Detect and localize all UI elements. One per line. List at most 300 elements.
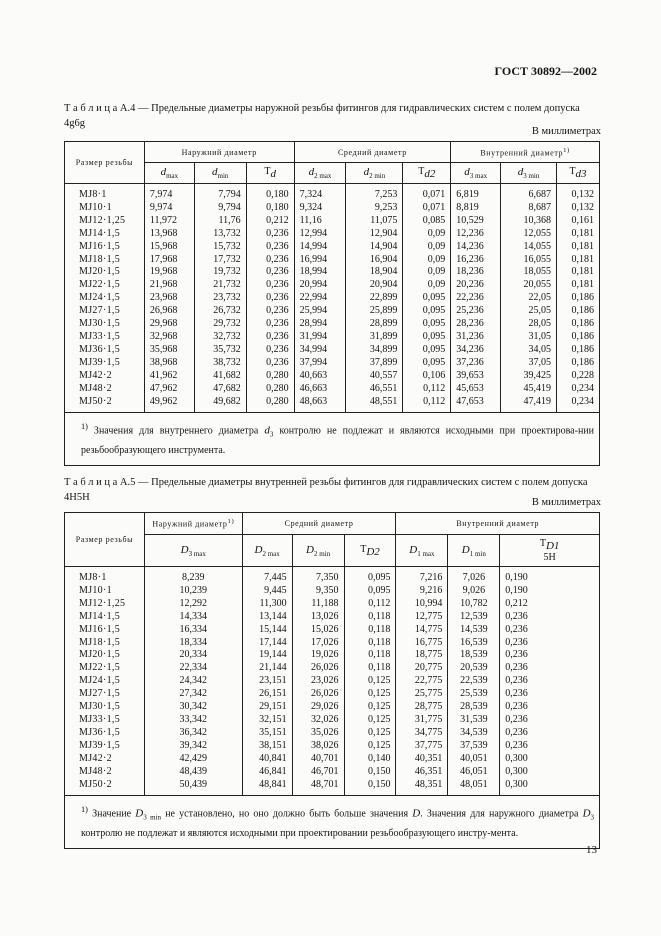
value-cell: 11,16 (294, 215, 346, 228)
value-cell: 16,994 (294, 254, 346, 267)
col-TD2: $T_{D2}$ (344, 535, 396, 567)
value-cell: 0,236 (500, 611, 600, 624)
table-a5 (64, 512, 600, 849)
value-cell: 0,236 (500, 637, 600, 650)
value-cell: 0,112 (344, 598, 396, 611)
value-cell: 29,968 (144, 318, 194, 331)
value-cell: 25,994 (294, 305, 346, 318)
value-cell: 0,09 (403, 228, 451, 241)
value-cell: 26,732 (194, 305, 246, 318)
value-cell: 0,234 (556, 396, 599, 413)
value-cell: 0,140 (344, 753, 396, 766)
col-d3-min: $d_{3 min}$ (501, 163, 557, 184)
value-cell: 20,994 (294, 279, 346, 292)
thread-size-cell: MJ16·1,5 (65, 624, 145, 637)
value-cell: 0,236 (246, 305, 294, 318)
value-cell: 17,968 (144, 254, 194, 267)
value-cell: 7,216 (396, 567, 448, 585)
value-cell: 7,350 (292, 567, 344, 585)
value-cell: 0,228 (556, 370, 599, 383)
table-row (65, 740, 600, 753)
value-cell: 14,055 (501, 241, 557, 254)
col-D2-min: $D_{2 min}$ (292, 535, 344, 567)
value-cell: 34,236 (451, 344, 501, 357)
value-cell: 31,236 (451, 331, 501, 344)
page-number: 13 (586, 844, 597, 856)
value-cell: 0,236 (246, 241, 294, 254)
table-row (65, 292, 600, 305)
value-cell: 0,132 (556, 184, 599, 202)
value-cell: 21,144 (242, 662, 292, 675)
table-row (65, 396, 600, 413)
thread-size-cell: MJ48·2 (65, 766, 145, 779)
table-row (65, 624, 600, 637)
value-cell: 30,342 (144, 701, 242, 714)
value-cell: 13,026 (292, 611, 344, 624)
value-cell: 48,439 (144, 766, 242, 779)
value-cell: 0,190 (500, 585, 600, 598)
thread-size-cell: MJ8·1 (65, 184, 145, 202)
table-row (65, 637, 600, 650)
table-row (65, 675, 600, 688)
thread-size-cell: MJ36·1,5 (65, 344, 145, 357)
value-cell: 0,186 (556, 292, 599, 305)
thread-size-cell: MJ16·1,5 (65, 241, 145, 254)
value-cell: 0,118 (344, 611, 396, 624)
value-cell: 14,994 (294, 241, 346, 254)
value-cell: 0,095 (403, 357, 451, 370)
value-cell: 0,300 (500, 753, 600, 766)
value-cell: 37,775 (396, 740, 448, 753)
value-cell: 21,732 (194, 279, 246, 292)
value-cell: 32,732 (194, 331, 246, 344)
value-cell: 11,76 (194, 215, 246, 228)
value-cell: 25,775 (396, 688, 448, 701)
value-cell: 47,653 (451, 396, 501, 413)
value-cell: 0,125 (344, 714, 396, 727)
value-cell: 26,968 (144, 305, 194, 318)
value-cell: 19,732 (194, 266, 246, 279)
value-cell: 34,05 (501, 344, 557, 357)
table-row (65, 662, 600, 675)
value-cell: 23,026 (292, 675, 344, 688)
value-cell: 12,994 (294, 228, 346, 241)
group-outer-diameter: Наружний диаметр$^{1)}$ (144, 513, 242, 535)
value-cell: 13,144 (242, 611, 292, 624)
value-cell: 38,026 (292, 740, 344, 753)
value-cell: 0,236 (246, 279, 294, 292)
value-cell: 49,962 (144, 396, 194, 413)
value-cell: 12,539 (448, 611, 500, 624)
value-cell: 10,239 (144, 585, 242, 598)
value-cell: 0,125 (344, 727, 396, 740)
value-cell: 19,026 (292, 649, 344, 662)
value-cell: 32,968 (144, 331, 194, 344)
value-cell: 28,236 (451, 318, 501, 331)
value-cell: 7,794 (194, 184, 246, 202)
value-cell: 37,994 (294, 357, 346, 370)
table-a4-caption: Т а б л и ц а А.4 — Предельные диаметры наружной резьбы фитингов для гидравлических систем с полем допуска 4g6g (64, 103, 580, 129)
col-thread-size: Размер резьбы (65, 142, 145, 184)
col-TD1: $T_{D1}$ 5H (500, 535, 600, 567)
col-D1-max: $D_{1 max}$ (396, 535, 448, 567)
thread-size-cell: MJ24·1,5 (65, 292, 145, 305)
value-cell: 35,968 (144, 344, 194, 357)
value-cell: 0,125 (344, 688, 396, 701)
value-cell: 19,968 (144, 266, 194, 279)
value-cell: 37,05 (501, 357, 557, 370)
value-cell: 9,324 (294, 202, 346, 215)
value-cell: 46,701 (292, 766, 344, 779)
value-cell: 29,026 (292, 701, 344, 714)
value-cell: 0,186 (556, 331, 599, 344)
value-cell: 6,687 (501, 184, 557, 202)
table-row (65, 357, 600, 370)
value-cell: 47,962 (144, 383, 194, 396)
value-cell: 18,994 (294, 266, 346, 279)
value-cell: 31,775 (396, 714, 448, 727)
value-cell: 20,055 (501, 279, 557, 292)
value-cell: 17,732 (194, 254, 246, 267)
value-cell: 19,144 (242, 649, 292, 662)
value-cell: 7,026 (448, 567, 500, 585)
thread-size-cell: MJ8·1 (65, 567, 145, 585)
value-cell: 8,819 (451, 202, 501, 215)
value-cell: 0,180 (246, 184, 294, 202)
value-cell: 32,151 (242, 714, 292, 727)
value-cell: 29,151 (242, 701, 292, 714)
value-cell: 22,899 (346, 292, 403, 305)
value-cell: 45,419 (501, 383, 557, 396)
value-cell: 14,236 (451, 241, 501, 254)
value-cell: 28,994 (294, 318, 346, 331)
table-row (65, 714, 600, 727)
value-cell: 28,775 (396, 701, 448, 714)
value-cell: 47,419 (501, 396, 557, 413)
table-row (65, 254, 600, 267)
value-cell: 17,144 (242, 637, 292, 650)
value-cell: 10,994 (396, 598, 448, 611)
value-cell: 23,732 (194, 292, 246, 305)
value-cell: 10,529 (451, 215, 501, 228)
value-cell: 37,539 (448, 740, 500, 753)
value-cell: 11,188 (292, 598, 344, 611)
table-row (65, 383, 600, 396)
value-cell: 0,236 (246, 266, 294, 279)
value-cell: 0,212 (246, 215, 294, 228)
value-cell: 45,653 (451, 383, 501, 396)
value-cell: 22,236 (451, 292, 501, 305)
value-cell: 39,425 (501, 370, 557, 383)
value-cell: 35,732 (194, 344, 246, 357)
group-middle-diameter: Средний диаметр (294, 142, 451, 163)
value-cell: 0,181 (556, 254, 599, 267)
value-cell: 16,055 (501, 254, 557, 267)
value-cell: 0,095 (403, 305, 451, 318)
value-cell: 37,236 (451, 357, 501, 370)
value-cell: 0,236 (246, 331, 294, 344)
value-cell: 0,125 (344, 675, 396, 688)
col-d2-min: $d_{2 min}$ (346, 163, 403, 184)
value-cell: 23,968 (144, 292, 194, 305)
value-cell: 0,186 (556, 305, 599, 318)
value-cell: 0,234 (556, 383, 599, 396)
value-cell: 16,539 (448, 637, 500, 650)
value-cell: 35,026 (292, 727, 344, 740)
table-row (65, 585, 600, 598)
table-row (65, 279, 600, 292)
table-a5-caption: Т а б л и ц а А.5 — Предельные диаметры внутренней резьбы фитингов для гидравлических систем с полем допуска 4H5H (64, 477, 588, 503)
value-cell: 21,968 (144, 279, 194, 292)
thread-size-cell: MJ39·1,5 (65, 740, 145, 753)
value-cell: 24,342 (144, 675, 242, 688)
value-cell: 15,144 (242, 624, 292, 637)
value-cell: 0,085 (403, 215, 451, 228)
value-cell: 29,732 (194, 318, 246, 331)
thread-size-cell: MJ22·1,5 (65, 662, 145, 675)
thread-size-cell: MJ33·1,5 (65, 714, 145, 727)
thread-size-cell: MJ10·1 (65, 202, 145, 215)
value-cell: 0,236 (500, 727, 600, 740)
value-cell: 9,445 (242, 585, 292, 598)
table-row (65, 331, 600, 344)
table-row (65, 266, 600, 279)
value-cell: 14,334 (144, 611, 242, 624)
value-cell: 26,026 (292, 662, 344, 675)
value-cell: 49,682 (194, 396, 246, 413)
value-cell: 40,051 (448, 753, 500, 766)
value-cell: 0,236 (246, 318, 294, 331)
col-thread-size: Размер резьбы (65, 513, 145, 567)
thread-size-cell: MJ50·2 (65, 396, 145, 413)
value-cell: 12,904 (346, 228, 403, 241)
value-cell: 40,701 (292, 753, 344, 766)
value-cell: 18,539 (448, 649, 500, 662)
value-cell: 0,09 (403, 254, 451, 267)
value-cell: 34,899 (346, 344, 403, 357)
value-cell: 46,051 (448, 766, 500, 779)
value-cell: 50,439 (144, 779, 242, 796)
thread-size-cell: MJ42·2 (65, 753, 145, 766)
value-cell: 0,236 (246, 292, 294, 305)
thread-size-cell: MJ12·1,25 (65, 598, 145, 611)
value-cell: 38,968 (144, 357, 194, 370)
value-cell: 0,236 (500, 740, 600, 753)
value-cell: 46,841 (242, 766, 292, 779)
value-cell: 48,841 (242, 779, 292, 796)
value-cell: 0,186 (556, 357, 599, 370)
thread-size-cell: MJ18·1,5 (65, 254, 145, 267)
value-cell: 32,026 (292, 714, 344, 727)
table-row (65, 202, 600, 215)
thread-size-cell: MJ36·1,5 (65, 727, 145, 740)
value-cell: 15,026 (292, 624, 344, 637)
value-cell: 9,026 (448, 585, 500, 598)
value-cell: 12,055 (501, 228, 557, 241)
value-cell: 41,962 (144, 370, 194, 383)
value-cell: 12,236 (451, 228, 501, 241)
value-cell: 48,051 (448, 779, 500, 796)
table-row (65, 228, 600, 241)
value-cell: 0,095 (403, 292, 451, 305)
value-cell: 0,280 (246, 370, 294, 383)
table-row (65, 184, 600, 202)
value-cell: 0,181 (556, 279, 599, 292)
value-cell: 8,687 (501, 202, 557, 215)
value-cell: 46,351 (396, 766, 448, 779)
table-row (65, 779, 600, 796)
value-cell: 0,212 (500, 598, 600, 611)
value-cell: 0,09 (403, 279, 451, 292)
value-cell: 47,682 (194, 383, 246, 396)
value-cell: 33,342 (144, 714, 242, 727)
value-cell: 39,653 (451, 370, 501, 383)
col-D3-max: $D_{3 max}$ (144, 535, 242, 567)
col-D1-min: $D_{1 min}$ (448, 535, 500, 567)
value-cell: 18,775 (396, 649, 448, 662)
col-d-max: $d_{max}$ (144, 163, 194, 184)
value-cell: 25,539 (448, 688, 500, 701)
thread-size-cell: MJ20·1,5 (65, 266, 145, 279)
value-cell: 11,300 (242, 598, 292, 611)
value-cell: 0,236 (246, 344, 294, 357)
value-cell: 8,239 (144, 567, 242, 585)
value-cell: 0,106 (403, 370, 451, 383)
value-cell: 34,539 (448, 727, 500, 740)
value-cell: 16,904 (346, 254, 403, 267)
col-d3-max: $d_{3 max}$ (451, 163, 501, 184)
value-cell: 0,236 (500, 675, 600, 688)
table-row (65, 215, 600, 228)
value-cell: 0,236 (500, 701, 600, 714)
value-cell: 31,05 (501, 331, 557, 344)
thread-size-cell: MJ14·1,5 (65, 611, 145, 624)
value-cell: 0,095 (403, 344, 451, 357)
group-inner-diameter: Внутренний диаметр (396, 513, 600, 535)
thread-size-cell: MJ39·1,5 (65, 357, 145, 370)
table-row (65, 318, 600, 331)
value-cell: 0,181 (556, 241, 599, 254)
value-cell: 34,994 (294, 344, 346, 357)
group-inner-diameter: Внутренний диаметр$^{1)}$ (451, 142, 600, 163)
value-cell: 13,732 (194, 228, 246, 241)
col-td2: $T_{d2}$ (403, 163, 451, 184)
value-cell: 14,775 (396, 624, 448, 637)
value-cell: 0,236 (246, 254, 294, 267)
value-cell: 40,841 (242, 753, 292, 766)
value-cell: 0,236 (246, 357, 294, 370)
value-cell: 15,968 (144, 241, 194, 254)
value-cell: 0,095 (403, 318, 451, 331)
value-cell: 27,342 (144, 688, 242, 701)
value-cell: 12,292 (144, 598, 242, 611)
thread-size-cell: MJ42·2 (65, 370, 145, 383)
value-cell: 0,112 (403, 396, 451, 413)
value-cell: 0,132 (556, 202, 599, 215)
value-cell: 25,05 (501, 305, 557, 318)
thread-size-cell: MJ48·2 (65, 383, 145, 396)
value-cell: 14,539 (448, 624, 500, 637)
value-cell: 0,09 (403, 241, 451, 254)
value-cell: 0,236 (500, 714, 600, 727)
value-cell: 0,236 (500, 688, 600, 701)
table-row (65, 567, 600, 585)
value-cell: 38,151 (242, 740, 292, 753)
value-cell: 25,899 (346, 305, 403, 318)
value-cell: 0,118 (344, 662, 396, 675)
value-cell: 34,775 (396, 727, 448, 740)
value-cell: 23,151 (242, 675, 292, 688)
value-cell: 20,334 (144, 649, 242, 662)
value-cell: 0,236 (500, 662, 600, 675)
thread-size-cell: MJ10·1 (65, 585, 145, 598)
value-cell: 46,551 (346, 383, 403, 396)
value-cell: 9,253 (346, 202, 403, 215)
value-cell: 0,071 (403, 184, 451, 202)
table-row (65, 753, 600, 766)
value-cell: 17,026 (292, 637, 344, 650)
value-cell: 11,075 (346, 215, 403, 228)
value-cell: 10,782 (448, 598, 500, 611)
table-row (65, 598, 600, 611)
table-a4 (64, 141, 600, 466)
value-cell: 14,904 (346, 241, 403, 254)
value-cell: 48,551 (346, 396, 403, 413)
table-row (65, 766, 600, 779)
thread-size-cell: MJ18·1,5 (65, 637, 145, 650)
col-d2-max: $d_{2 max}$ (294, 163, 346, 184)
value-cell: 31,899 (346, 331, 403, 344)
value-cell: 7,445 (242, 567, 292, 585)
value-cell: 38,732 (194, 357, 246, 370)
value-cell: 18,055 (501, 266, 557, 279)
value-cell: 22,775 (396, 675, 448, 688)
value-cell: 28,899 (346, 318, 403, 331)
value-cell: 9,216 (396, 585, 448, 598)
value-cell: 13,968 (144, 228, 194, 241)
value-cell: 0,300 (500, 766, 600, 779)
thread-size-cell: MJ14·1,5 (65, 228, 145, 241)
table-row (65, 305, 600, 318)
value-cell: 7,324 (294, 184, 346, 202)
value-cell: 0,181 (556, 228, 599, 241)
value-cell: 0,186 (556, 318, 599, 331)
value-cell: 11,972 (144, 215, 194, 228)
value-cell: 31,539 (448, 714, 500, 727)
value-cell: 0,300 (500, 779, 600, 796)
value-cell: 0,161 (556, 215, 599, 228)
value-cell: 0,095 (344, 567, 396, 585)
value-cell: 10,368 (501, 215, 557, 228)
value-cell: 0,280 (246, 396, 294, 413)
thread-size-cell: MJ22·1,5 (65, 279, 145, 292)
value-cell: 0,181 (556, 266, 599, 279)
value-cell: 18,334 (144, 637, 242, 650)
table-row (65, 727, 600, 740)
value-cell: 16,775 (396, 637, 448, 650)
value-cell: 26,026 (292, 688, 344, 701)
value-cell: 22,334 (144, 662, 242, 675)
value-cell: 35,151 (242, 727, 292, 740)
value-cell: 0,118 (344, 649, 396, 662)
value-cell: 18,904 (346, 266, 403, 279)
value-cell: 0,118 (344, 624, 396, 637)
document-id: ГОСТ 30892—2002 (494, 64, 597, 78)
value-cell: 9,350 (292, 585, 344, 598)
value-cell: 46,663 (294, 383, 346, 396)
value-cell: 0,280 (246, 383, 294, 396)
thread-size-cell: MJ27·1,5 (65, 305, 145, 318)
